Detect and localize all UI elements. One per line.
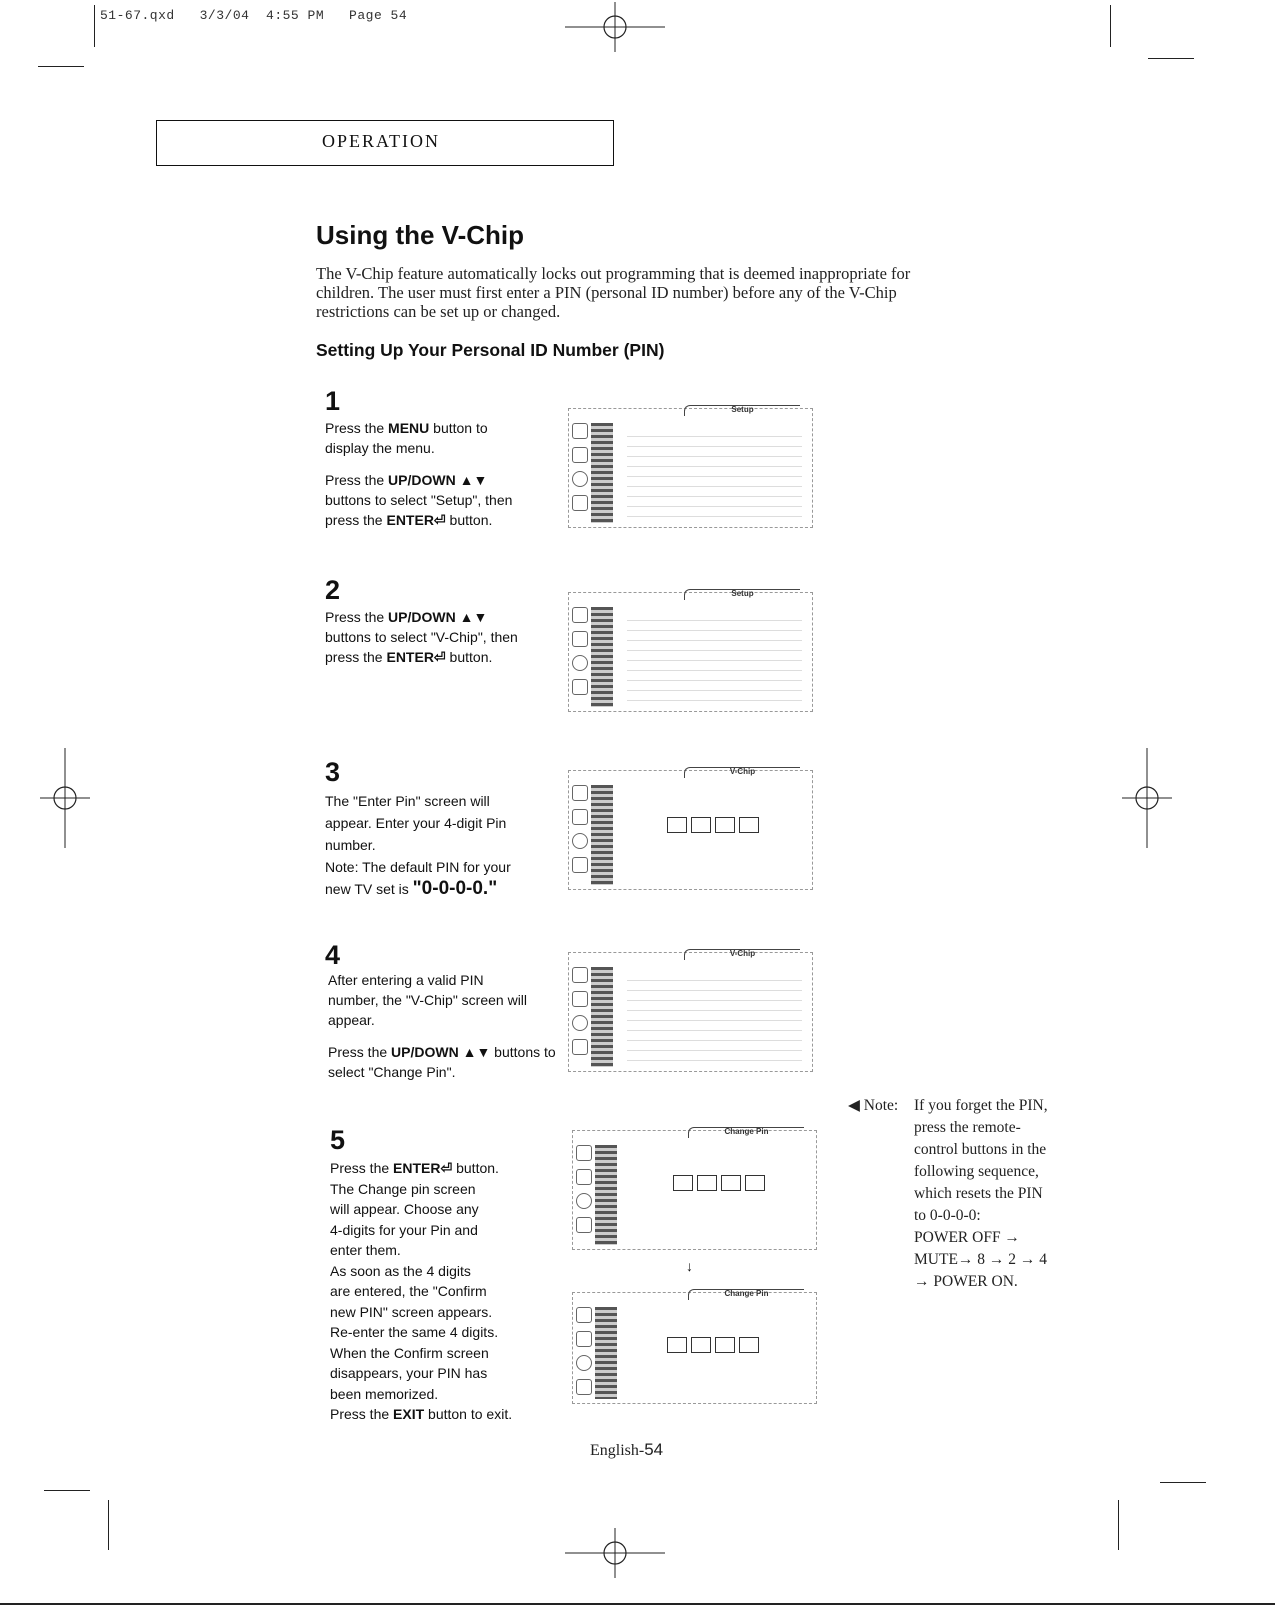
menu-bar	[591, 785, 613, 885]
footer-language: English-	[590, 1442, 645, 1459]
change-pin-screen	[572, 1127, 817, 1250]
menu-sidebar	[573, 1141, 623, 1249]
screen-tab: Change Pin	[688, 1127, 804, 1138]
channel-icon	[576, 1193, 592, 1209]
screen-tab: V-Chip	[684, 767, 800, 778]
menu-bar	[595, 1145, 617, 1245]
picture-icon	[572, 785, 588, 801]
intro-line: restrictions can be set up or changed.	[316, 302, 561, 321]
crop-mark	[38, 66, 84, 67]
confirm-pin-screen	[572, 1289, 817, 1404]
channel-icon	[572, 655, 588, 671]
menu-lines	[627, 971, 802, 1066]
menu-lines	[627, 427, 802, 522]
note-text: If you forget the PIN, press the remote- control buttons in the following sequence, which resets the PIN to 0-0-0-0: POWER OFF → MUTE→ 8 → 2 → 4 → POWER ON.	[914, 1097, 1048, 1290]
step-1-text: Press the MENU button to display the menu. Press the UP/DOWN ▲▼ buttons to select "Setup", then press the ENTER⏎ button.	[325, 420, 513, 528]
picture-icon	[576, 1307, 592, 1323]
step-3-text: The "Enter Pin" screen will appear. Enter your 4-digit Pin number. Note: The default PIN for your new TV set is "0-0-0-0."	[325, 793, 511, 899]
section-subtitle: Setting Up Your Personal ID Number (PIN)	[316, 340, 665, 360]
step-2-text: Press the UP/DOWN ▲▼ buttons to select "V-Chip", then press the ENTER⏎ button.	[325, 609, 518, 665]
channel-icon	[576, 1355, 592, 1371]
screen-tab: V-Chip	[684, 949, 800, 960]
screen-tab: Setup	[684, 405, 800, 416]
picture-icon	[572, 967, 588, 983]
menu-bar	[591, 967, 613, 1067]
picture-icon	[576, 1145, 592, 1161]
crop-mark	[108, 1500, 109, 1550]
note-label: ◀ Note:	[848, 1097, 899, 1114]
crop-mark	[44, 1490, 90, 1491]
step-number: 1	[325, 386, 341, 416]
vchip-menu-screen	[568, 949, 813, 1072]
step-4-text: After entering a valid PIN number, the "V-Chip" screen will appear. Press the UP/DOWN ▲▼ buttons to select "Change Pin".	[328, 972, 556, 1080]
pin-entry-boxes	[667, 1337, 777, 1353]
picture-icon	[572, 607, 588, 623]
sound-icon	[576, 1169, 592, 1185]
section-header-box	[156, 120, 614, 166]
intro-line: children. The user must first enter a PIN (personal ID number) before any of the V-Chip	[316, 283, 897, 302]
page-number: 54	[644, 1440, 664, 1459]
crop-mark	[1110, 5, 1111, 47]
menu-sidebar	[569, 419, 619, 527]
arrow-down-icon: ↓	[686, 1258, 693, 1274]
setup-icon	[572, 857, 588, 873]
picture-icon	[572, 423, 588, 439]
step-5-text: Press the ENTER⏎ button. The Change pin screen will appear. Choose any 4-digits for your Pin and enter them. As soon as the 4 digits are entered, the "Confirm new PIN" screen appears. Re-enter the same 4 digits. When the Confirm screen disappears, your PIN has been memorized. Press the EXIT button to exit.	[330, 1160, 513, 1422]
menu-bar	[591, 423, 613, 523]
menu-sidebar	[573, 1303, 623, 1411]
registration-mark-icon	[1122, 748, 1172, 848]
menu-bar	[595, 1307, 617, 1399]
crop-mark	[1118, 1500, 1119, 1550]
setup-icon	[572, 679, 588, 695]
screen-tab: Setup	[684, 589, 800, 600]
step-number: 5	[330, 1125, 346, 1155]
step-number: 2	[325, 575, 341, 605]
sound-icon	[572, 631, 588, 647]
channel-icon	[572, 833, 588, 849]
registration-mark-icon	[40, 748, 90, 848]
menu-lines	[627, 611, 802, 706]
intro-line: The V-Chip feature automatically locks out programming that is deemed inappropriate for	[316, 264, 911, 283]
step-number: 4	[325, 940, 341, 970]
registration-mark-icon	[565, 1528, 665, 1578]
menu-bar	[591, 607, 613, 707]
crop-mark	[94, 5, 95, 47]
setup-icon	[576, 1217, 592, 1233]
setup-icon	[572, 495, 588, 511]
screen-tab: Change Pin	[688, 1289, 804, 1300]
sound-icon	[572, 809, 588, 825]
page-footer	[590, 1440, 663, 1460]
crop-mark	[1160, 1482, 1206, 1483]
sound-icon	[572, 991, 588, 1007]
enter-pin-screen	[568, 767, 813, 890]
setup-menu-screen	[568, 405, 813, 528]
sound-icon	[576, 1331, 592, 1347]
intro-paragraph	[316, 264, 1056, 321]
pin-entry-boxes	[673, 1175, 783, 1191]
page-title: Using the V-Chip	[316, 220, 524, 250]
menu-sidebar	[569, 603, 619, 711]
menu-sidebar	[569, 963, 619, 1071]
setup-vchip-screen	[568, 589, 813, 712]
sound-icon	[572, 447, 588, 463]
pin-entry-boxes	[667, 817, 777, 833]
setup-icon	[572, 1039, 588, 1055]
step-number: 3	[325, 757, 341, 787]
channel-icon	[572, 471, 588, 487]
menu-sidebar	[569, 781, 619, 889]
crop-mark	[1148, 58, 1194, 59]
print-slug: 51-67.qxd 3/3/04 4:55 PM Page 54	[100, 8, 408, 23]
channel-icon	[572, 1015, 588, 1031]
page-bottom-rule	[0, 1603, 1275, 1605]
registration-mark-icon	[565, 2, 665, 52]
setup-icon	[576, 1379, 592, 1395]
section-title: OPERATION	[322, 131, 441, 151]
